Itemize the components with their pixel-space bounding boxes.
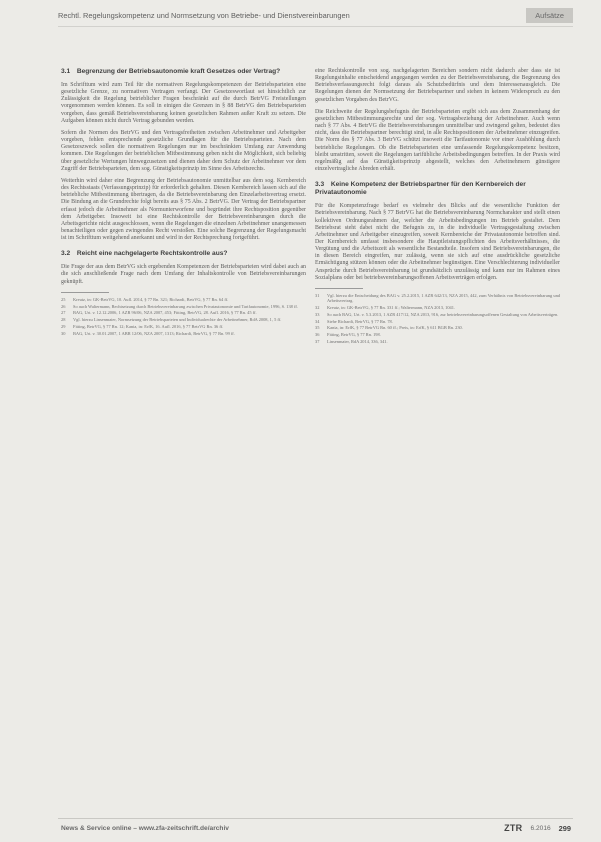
section-number: 3.2 bbox=[61, 250, 71, 258]
section-title: Begrenzung der Betriebsautonomie kraft Gesetzes oder Vertrag? bbox=[76, 68, 281, 75]
footnote bbox=[315, 319, 560, 324]
footnote-text: Fitting, BetrVG, § 77 Rn. 12; Kania, in: ErfK, 16. Aufl. 2016, § 77 BetrVG Rn. 36 ff. bbox=[73, 323, 224, 329]
footnote bbox=[315, 325, 560, 330]
footnote-text: Fitting, BetrVG, § 77 Rn. 198. bbox=[327, 332, 381, 338]
paragraph: Für die Kompetenzfrage bedarf es vielmehr des Blicks auf die wesentliche Funktion der Betriebsvereinbarung. Nach § 77 BetrVG hat die Betriebsvereinbarung Normcharakter und stellt einen kollektiven Ordnungsrahmen dar, welcher die Arbeitsbedingungen im Betrieb gestaltet. Dem Betriebsrat steht dabei nicht die Befugnis zu, in die individuelle Vertragsgestaltung zwischen Arbeitnehmer und Arbeitgeber einzugreifen, soweit Kernbereiche der Privatautonomie betroffen sind. Der Kernbereich umfasst insbesondere die Hauptleistungspflichten des Arbeitsverhältnisses, die Vergütung und die Arbeitszeit als wesentliche Bestandteile. Insofern sind Betriebsvereinbarungen, die in diesen Bereich eingreifen, nur zulässig, wenn sie sich auf eine ausdrückliche gesetzliche Ermächtigung stützen können oder die Arbeitnehmer begünstigen. Eine Verschlechterung individueller Ansprüche durch Betriebsvereinbarung ist grundsätzlich unzulässig und kann nur im Rahmen eines Sozialplans oder bei betriebsvereinbarungsoffenen Arbeitsverträgen erfolgen. bbox=[315, 203, 560, 281]
footnote-number: 33 bbox=[315, 311, 320, 317]
paragraph: Sofern die Normen des BetrVG und den Vertragsfreiheiten zwischen Arbeitnehmer und Arbeitgeber vorgeben, fehlen entsprechende gesetzliche Grundlagen für die Betriebsparteien. Nach dem Gesetzeszweck sollen die normativen Regelungen nur im beschränkten Umfang zur Anwendung kommen. Die Regelungen der betrieblichen Mitbestimmung geben nicht die Möglichkeit, sich beliebig über gesetzliche Wertungen hinwegzusetzen und dienen daher dem Schutz der Arbeitnehmer vor dem Zugriff der Betriebsparteien, dem sog. Günstigkeitsprinzip im Sinne des Arbeitsrechts. bbox=[61, 129, 306, 172]
footer-link[interactable]: News & Service online – www.zfa-zeitschrift.de/archiv bbox=[61, 824, 229, 832]
footnote-number: 37 bbox=[315, 338, 320, 344]
footnote-text: Linsenmaier, RdA 2014, 336, 341. bbox=[327, 338, 388, 344]
footnote-text: So auch Waltermann, Rechtsetzung durch Betriebsvereinbarung zwischen Privatautonomie und Tarifautonomie, 1996, S. 138 ff. bbox=[73, 303, 298, 309]
footnote-divider bbox=[61, 292, 109, 293]
paragraph: Im Schrifttum wird zum Teil für die normativen Regelungskompetenzen der Betriebsparteien eine gesetzliche Grenze, zu normativen Vertragen verfangt. Der Gesetzeswortlaut sei hinsichtlich zur Zulässigkeit die Regelung betrieblicher Fragen beschränkt auf die durch BetrVG Freistellungen vorgenommen werden können. Es soll in einigen die Grenzen in § 88 BetrVG den Betriebsparteien vorgeben, dass gemäß Betriebsvereinbarung keinen gesetzlichen Rahmen außer Kraft zu setzen. Die Aufgaben können nicht durch Vertrag gebunden werden. bbox=[61, 82, 306, 124]
footnote-text: BAG, Urt. v. 30.01.2007, 1 ABR 12/06, NZA 2007, 1313; Richardi, BetrVG, § 77 Rn. 99 ff. bbox=[73, 330, 235, 336]
paragraph: Die Frage der aus dem BetrVG sich ergebenden Kompetenzen der Betriebsparteien wird dabei auch an die sich anschließende Frage nach dem Umfang der Inhaltskontrolle von Betriebsvereinbarungen geknüpft. bbox=[61, 264, 306, 285]
footnote-text: So auch BAG, Urt. v. 5.3.2013, 1 AZR 417/12, NZA 2013, 916, zur betriebsvereinbarungsoffenen Gestaltung von Arbeitsverträgen. bbox=[327, 311, 559, 317]
footnote-number: 35 bbox=[315, 325, 320, 331]
header-title: Rechtl. Regelungskompetenz und Normsetzung von Betriebe- und Dienstvereinbarungen bbox=[58, 10, 350, 20]
footnote bbox=[315, 293, 560, 304]
footnote-number: 28 bbox=[61, 317, 66, 323]
footnote-text: Vgl. hierzu die Entscheidung des BAG v. 25.2.2015, 1 AZR 642/13, NZA 2015, 442, zum Verhältnis von Betriebsvereinbarung und Arbeitsvertrag. bbox=[327, 292, 560, 304]
running-header bbox=[58, 6, 573, 24]
footnote-text: BAG, Urt. v. 12.12.2006, 1 AZR 96/06, NZA 2007, 453; Fitting, BetrVG, 28. Aufl. 2016, § 77 Rn. 45 ff. bbox=[73, 310, 257, 316]
footnote-number: 32 bbox=[315, 305, 320, 310]
footnote bbox=[315, 332, 560, 337]
paragraph: Die Reichweite der Regelungsbefugnis der Betriebsparteien ergibt sich aus dem Zusammenhang der gesetzlichen Mitbestimmungsrechte und der sog. Vertragsbeziehung der Arbeitnehmer. Auch wenn nach § 77 Abs. 4 BetrVG die Betriebsvereinbarungen unmittelbar und zwingend gelten, bedeutet dies nicht, dass die Betriebspartner berechtigt sind, in alle Rechtspositionen der Arbeitnehmer einzugreifen. Die Norm des § 77 Abs. 3 BetrVG schützt insoweit die Tarifautonomie vor einer Aushöhlung durch betriebliche Regelungen. Ob die Betriebsparteien eine umfassende Regelungskompetenz besitzen, bleibt umstritten, soweit die Regelungen tarifübliche Arbeitsbedingungen betreffen. In der Praxis wird regelmäßig auf das Günstigkeitsprinzip abgestellt, welches den Arbeitnehmern günstigere einzelvertragliche Abreden erhält. bbox=[315, 108, 560, 173]
footnote bbox=[315, 305, 560, 310]
footnote bbox=[61, 331, 306, 336]
footnote-number: 26 bbox=[61, 303, 66, 309]
section-heading bbox=[61, 250, 306, 258]
footnote bbox=[61, 324, 306, 329]
footnote-number: 25 bbox=[61, 296, 66, 302]
footnote-text: Siehe Richardi, BetrVG, § 77 Rn. 78. bbox=[327, 318, 393, 324]
footnote bbox=[61, 297, 306, 302]
footnote bbox=[61, 317, 306, 322]
paragraph: Weiterhin wird daher eine Begrenzung der Betriebsautonomie unmittelbar aus dem sog. Kernbereich des Rechtsstaats (Verfassungsprinzip) für erforderlich gehalten. Diesen Kernbereich lassen sich auf die betriebliche Mitbestimmung übertragen, da die Betriebsvereinbarung den Einzelarbeitsvertrag ersetzt. Die Bindung an die Grundrechte folgt bereits aus § 75 Abs. 2 BetrVG. Der Vertrag der Betriebspartner erfasst jedoch die Arbeitnehmer als Normunterworfene und begründet ihre Rechtsposition gegenüber dem Arbeitgeber. Insoweit ist eine Rechtskontrolle der Betriebsvereinbarungen durch die Arbeitsgerichte nicht ausgeschlossen, wenn die Regelungen die einzelnen Arbeitnehmer unangemessen benachteiligen oder gegen zwingendes Recht verstoßen. Eine solche Begrenzung der Regelungsmacht ist im Schrifttum weitgehend anerkannt und wird in der Rechtsprechung fortgeführt. bbox=[61, 177, 306, 242]
footnote-number: 29 bbox=[61, 323, 66, 329]
page-footer bbox=[61, 822, 571, 834]
footnote-text: Kreutz, in: GK-BetrVG, § 77 Rn. 331 ff.; Waltermann, NZA 2013, 1041. bbox=[327, 305, 456, 310]
footnote bbox=[61, 304, 306, 309]
footnote-text: Vgl. hierzu Linsenmaier, Normsetzung der Betriebsparteien und Individualrechte der Arbeitnehmer, RdA 2008, 1, 5 ff. bbox=[73, 317, 282, 323]
footer-meta bbox=[504, 823, 571, 833]
section-number: 3.1 bbox=[61, 68, 71, 75]
footnote bbox=[315, 339, 560, 344]
section-heading bbox=[61, 68, 306, 76]
footer-divider bbox=[58, 818, 573, 819]
footnote-text: Kreutz, in: GK-BetrVG, 10. Aufl. 2014, § 77 Rn. 321; Richardi, BetrVG, § 77 Rn. 64 ff. bbox=[73, 296, 229, 302]
left-column bbox=[61, 68, 306, 338]
header-divider bbox=[58, 26, 573, 27]
paragraph: eine Rechtskontrolle von sog. nachgelagerten Bereichen sondern nicht dadurch aber dass sie ist Regelungsinhalte entscheidend angegangen werden zu der Betriebsvereinbarung, die Begrenzung des Betriebsverfassungsrecht folgt daraus als Schutzbedürfnis und dem Interessenausgleich. Die Regelungen dienen der Normsetzung der Betriebspartner und stehen in keinem Widerspruch zu den gesetzlichen Vorgaben des BetrVG. bbox=[315, 68, 560, 103]
footnote bbox=[315, 312, 560, 317]
section-tab[interactable]: Aufsätze bbox=[526, 8, 573, 23]
journal-logo: ZTR bbox=[504, 823, 523, 833]
section-heading bbox=[315, 181, 560, 197]
footnote-text: Kania, in: ErfK, § 77 BetrVG Rn. 60 ff.; Preis, in: ErfK, § 611 BGB Rn. 230. bbox=[327, 325, 463, 331]
footnote-divider bbox=[315, 288, 363, 289]
footnote-number: 36 bbox=[315, 332, 320, 338]
section-title: Reicht eine nachgelagerte Rechtskontrolle aus? bbox=[76, 250, 228, 258]
issue-number: 6.2016 bbox=[530, 824, 551, 832]
footnote-number: 34 bbox=[315, 318, 320, 324]
footnote-number: 31 bbox=[315, 292, 320, 298]
right-column bbox=[315, 68, 560, 346]
footnote-number: 30 bbox=[61, 330, 66, 336]
footnote bbox=[61, 310, 306, 315]
section-title: Keine Kompetenz der Betriebspartner für den Kernbereich der Privatautonomie bbox=[315, 181, 526, 197]
footnote-number: 27 bbox=[61, 310, 66, 316]
page-number: 299 bbox=[558, 823, 571, 833]
section-number: 3.3 bbox=[315, 181, 325, 189]
